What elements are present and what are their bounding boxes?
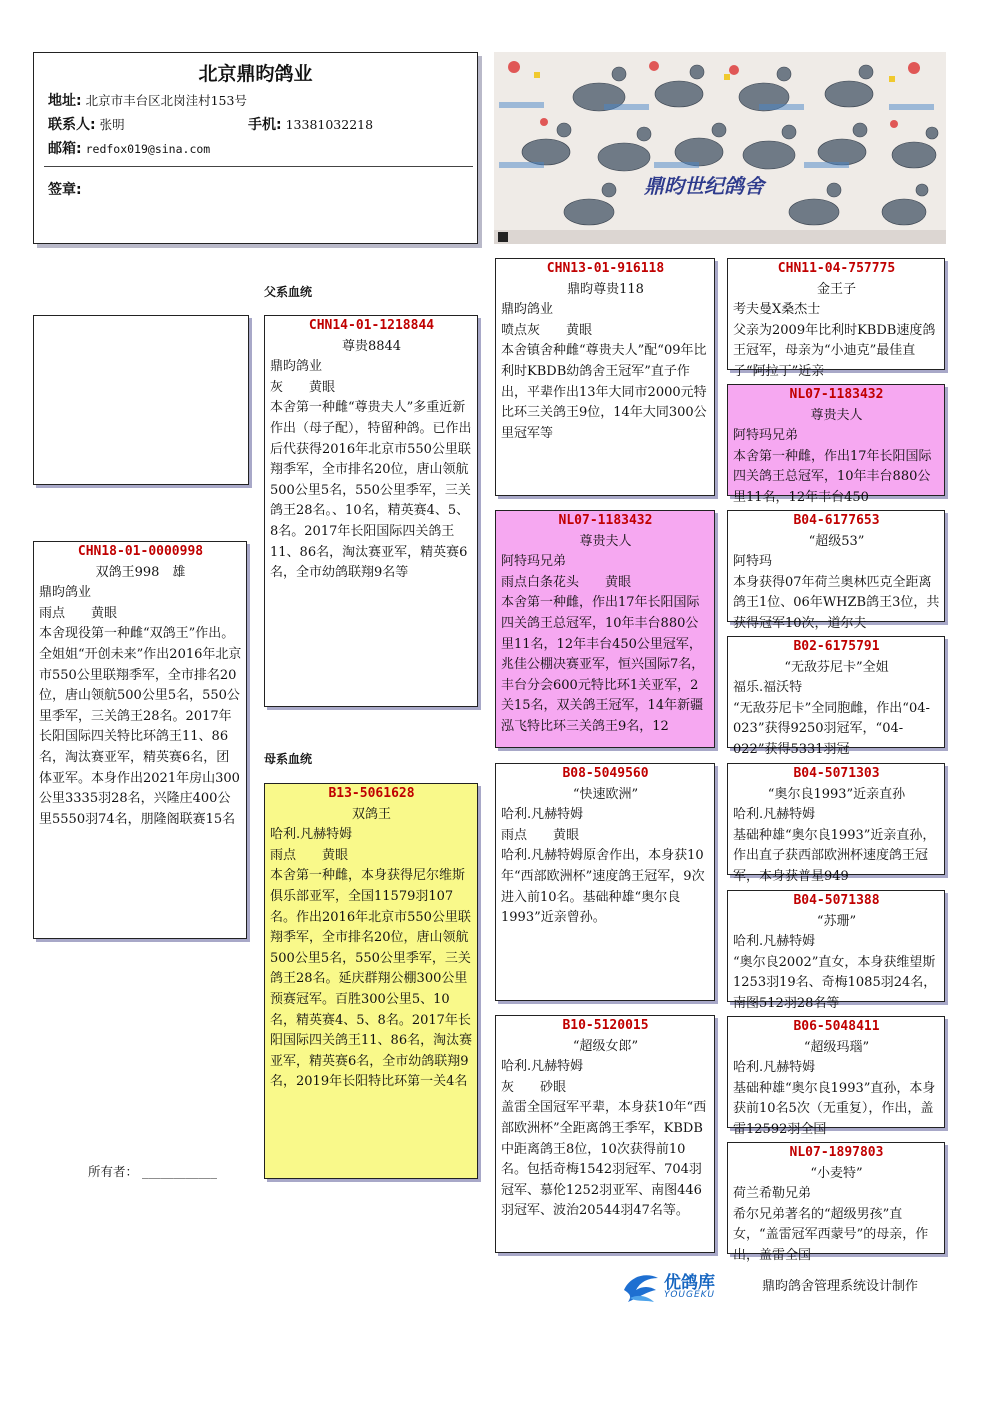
phone-value: 13381032218 <box>285 117 374 132</box>
pigeon-name: 鼎昀尊贵118 <box>567 281 644 297</box>
card-description: “无敌芬尼卡”全同胞雌，作出“04-023”获得9250羽冠军，“04-022”获得5331羽冠 <box>733 700 930 757</box>
great-grandparent-card <box>727 384 945 505</box>
card-description: 哈利.凡赫特姆原舍作出，本身获10年“西部欧洲杯”速度鸽王冠军，9次进入前10名。基础种雄“奥尔良1993”近亲曾孙。 <box>501 848 705 926</box>
card-line: 哈利.凡赫特姆 <box>270 827 353 843</box>
card-description: 本身获得07年荷兰奥林匹克全距离鸽王1位、06年WHZB鸽王3位，共获得冠军10次，道尔夫 <box>733 574 940 631</box>
great-grandparent-card <box>727 1142 945 1263</box>
email-value: redfox019@sina.com <box>85 142 211 156</box>
card-description: 本舍镇舍种雌“尊贵夫人”配“09年比利时KBDB幼鸽舍王冠军”直子作出，平辈作出13年大同市2000元特比环三关鸽王9位，14年大同300公里冠军等 <box>501 343 707 441</box>
pigeon-photo-box <box>33 315 249 485</box>
ring-number: CHN18-01-0000998 <box>77 544 204 559</box>
header-divider <box>44 166 473 167</box>
pigeon-name: “超级女郎” <box>572 1038 639 1054</box>
card-line: 哈利.凡赫特姆 <box>733 934 816 950</box>
logo-wordmark: 优鸽库 <box>664 1273 715 1293</box>
card-description: 本舍第一种雌“尊贵夫人”多重近新作出（母子配），特留种鸽。已作出后代获得2016年北京市550公里联翔季军，全市排名20位，唐山领航500公里5名，550公里季军，三关鸽王28名。、10名，精英赛4、5、8名。2017年长阳国际四关鸽王11、86名，淘汰赛亚军，精英赛6名，全市幼鸽联翔9名等 <box>270 400 472 581</box>
pigeon-name: “无敌芬尼卡”全姐 <box>784 659 889 675</box>
card-description: 基础种雄“奥尔良1993”近亲直孙，作出直子获西部欧洲杯速度鸽王冠军，本身获普星949 <box>733 827 936 884</box>
grandsire-paternal-card <box>495 258 715 496</box>
ring-number: B08-5049560 <box>562 766 649 781</box>
dam-card <box>264 783 478 1179</box>
father-line-title: 父系血统 <box>264 285 313 299</box>
address-row <box>48 90 247 110</box>
card-description: 希尔兄弟著名的“超级男孩”直女，“盖雷冠军西蒙号”的母亲，作出，盖雷全国 <box>733 1206 929 1263</box>
pigeon-name: 尊贵夫人 <box>579 533 632 549</box>
card-line: 福乐.福沃特 <box>733 680 803 696</box>
ring-number: B06-5048411 <box>793 1019 880 1034</box>
card-description: 本舍第一种雌，本身获得尼尔维斯俱乐部亚军，全国11579羽107名。作出2016年北京市550公里联翔季军，全市排名20位，唐山领航500公里5名，550公里季军，三关鸽王28名。延庆群翔公棚300公里预赛冠军。百胜300公里5、10名，精英赛4、5、8名。2017年长阳国际四关鸽王11、86名，淘汰赛亚军，精英赛6名，全市幼鸽联翔9名，2019年长阳特比环第一关4名 <box>270 868 473 1090</box>
company-name: 北京鼎昀鸽业 <box>198 63 313 85</box>
card-line: 阿特玛 <box>733 554 773 570</box>
ring-number: CHN14-01-1218844 <box>308 318 435 333</box>
pigeon-collage-graphic <box>494 52 946 244</box>
ring-number: NL07-1897803 <box>789 1145 884 1160</box>
great-grandparent-card <box>727 1016 945 1137</box>
ring-number: CHN13-01-916118 <box>546 261 665 276</box>
contact-row <box>48 114 125 134</box>
card-line: 雨点白条花头 黄眼 <box>501 574 632 590</box>
ring-number: B02-6175791 <box>793 639 880 654</box>
signature-label: 签章: <box>48 182 82 198</box>
contact-label: 联系人: <box>48 117 96 133</box>
address-label: 地址: <box>48 93 82 109</box>
pigeon-name: “快速欧洲” <box>572 786 639 802</box>
card-description: 基础种雄“奥尔良1993”直孙，本身获前10名5次（无重复），作出，盖雷12592羽全国 <box>733 1080 936 1137</box>
grandsire-maternal-card <box>495 763 715 1001</box>
pigeon-name: 金王子 <box>816 281 856 297</box>
ring-number: B10-5120015 <box>562 1018 649 1033</box>
pigeon-name: “奥尔良1993”近亲直孙 <box>767 786 906 802</box>
card-description: 本舍现役第一种雌“双鸽王”作出。全姐姐“开创未来”作出2016年北京市550公里联翔季军，全市排名20位，唐山领航500公里5名，550公里季军，三关鸽王28名。2017年长阳国际四关特比环鸽王11、86名，淘汰赛亚军，精英赛6名，团体亚军。本身作出2021年房山300公里3335羽28名，兴隆庄400公里5550羽74名，朋隆阁联赛15名 <box>39 626 242 827</box>
email-row <box>48 138 210 158</box>
card-line: 阿特玛兄弟 <box>733 428 799 444</box>
card-line: 灰 砂眼 <box>501 1079 567 1095</box>
card-line: 荷兰希勒兄弟 <box>733 1186 812 1202</box>
pigeon-name: “小麦特” <box>810 1165 863 1181</box>
card-line: 雨点 黄眼 <box>501 827 580 843</box>
card-line: 阿特玛兄弟 <box>501 554 567 570</box>
sire-card <box>264 315 478 707</box>
card-line: 灰 黄眼 <box>270 379 336 395</box>
card-line: 哈利.凡赫特姆 <box>733 1060 816 1076</box>
pigeon-name: 双鸽王 <box>351 806 391 822</box>
ring-number: CHN11-04-757775 <box>777 261 896 276</box>
yougeku-logo <box>620 1266 750 1310</box>
signature-row <box>48 179 82 199</box>
pigeon-logo-icon <box>620 1268 662 1308</box>
address-value: 北京市丰台区北岗洼村153号 <box>85 93 247 108</box>
great-grandparent-card <box>727 510 945 631</box>
mother-line-title: 母系血统 <box>264 752 313 766</box>
card-line: 哈利.凡赫特姆 <box>733 807 816 823</box>
ring-number: NL07-1183432 <box>558 513 653 528</box>
card-line: 鼎昀鸽业 <box>501 302 554 318</box>
breeder-info-box <box>33 52 478 244</box>
card-line: 哈利.凡赫特姆 <box>501 1059 584 1075</box>
granddam-maternal-card <box>495 1015 715 1253</box>
subject-pigeon-card <box>33 541 247 939</box>
card-line: 喷点灰 黄眼 <box>501 322 593 338</box>
phone-label: 手机: <box>248 117 282 133</box>
great-grandparent-card <box>727 763 945 884</box>
contact-value: 张明 <box>99 117 125 132</box>
granddam-paternal-card <box>495 510 715 748</box>
card-description: 本舍第一种雌，作出17年长阳国际四关鸽王总冠军，10年丰台880公里11名，12年丰台450 <box>733 448 932 505</box>
ring-number: B04-5071388 <box>793 893 880 908</box>
owner-row <box>88 1162 217 1180</box>
card-description: “奥尔良2002”直女，本身获维望斯1253羽19名、奇梅1085羽24名，南图512羽28名等 <box>733 954 937 1011</box>
ring-number: B04-5071303 <box>793 766 880 781</box>
card-line: 鼎昀鸽业 <box>270 359 323 375</box>
great-grandparent-card <box>727 258 945 379</box>
pigeon-name: 尊贵8844 <box>341 338 402 354</box>
pigeon-name: “超级玛瑙” <box>803 1039 870 1055</box>
ring-number: NL07-1183432 <box>789 387 884 402</box>
card-description: 盖雷全国冠军平辈，本身获10年“西部欧洲杯”全距离鸽王季军，KBDB中距离鸽王8位，10次获得前10名。包括奇梅1542羽冠军、704羽冠军、慕伦1252羽亚军、南图446羽冠军、波治20544羽47名等。 <box>501 1100 707 1219</box>
ring-number: B04-6177653 <box>793 513 880 528</box>
card-description: 本舍第一种雌，作出17年长阳国际四关鸽王总冠军，10年丰台880公里11名，12年丰台450公里冠军，兆佳公棚决赛亚军，恒兴国际7名，丰台分会600元特比环1关亚军，2关15名，双关鸽王冠军，14年新疆泓飞特比环三关鸽王9名，12 <box>501 595 705 734</box>
great-grandparent-card <box>727 890 945 1011</box>
pigeon-name: 尊贵夫人 <box>810 407 863 423</box>
ring-number: B13-5061628 <box>328 786 415 801</box>
pigeon-name: “超级53” <box>808 533 865 549</box>
email-label: 邮箱: <box>48 141 82 157</box>
card-line: 雨点 黄眼 <box>39 605 118 621</box>
card-line: 考夫曼X桑杰士 <box>733 302 821 318</box>
great-grandparent-card <box>727 636 945 757</box>
card-line: 鼎昀鸽业 <box>39 585 92 601</box>
phone-row <box>248 114 373 134</box>
card-line: 雨点 黄眼 <box>270 847 349 863</box>
poster-banner: 鼎昀世纪鸽舍 <box>644 174 764 198</box>
credit-text: 鼎昀鸽舍管理系统设计制作 <box>762 1279 919 1294</box>
owner-label: 所有者： <box>88 1164 139 1179</box>
pigeon-name: “苏珊” <box>816 913 857 929</box>
logo-subtitle: YOUGEKU <box>664 1290 716 1300</box>
pigeon-name: 双鸽王998 雄 <box>95 564 186 580</box>
owner-line: ____________ <box>142 1164 217 1179</box>
loft-poster-image <box>494 52 946 244</box>
card-description: 父亲为2009年比利时KBDB速度鸽王冠军，母亲为“小迪克”最佳直子“阿拉丁”近亲 <box>733 322 936 379</box>
card-line: 哈利.凡赫特姆 <box>501 807 584 823</box>
